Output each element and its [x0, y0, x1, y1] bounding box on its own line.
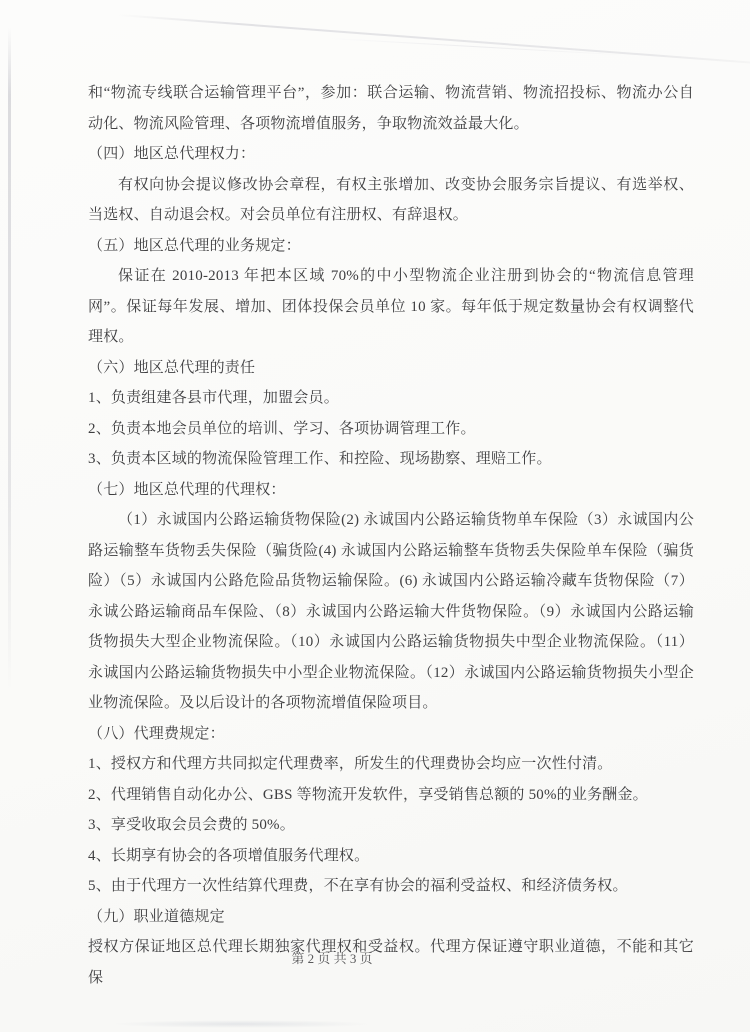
section-5-heading: （五）地区总代理的业务规定： — [88, 237, 301, 254]
section-6-item-2: 2、负责本地会员单位的培训、学习、各项协调管理工作。 — [88, 420, 476, 437]
section-6-heading: （六）地区总代理的责任 — [88, 359, 256, 376]
section-8-item-1: 1、授权方和代理方共同拟定代理费率，所发生的代理费协会均应一次性付清。 — [88, 756, 613, 772]
section-7-heading: （七）地区总代理的代理权： — [88, 481, 286, 498]
section-7-body: （1）永诚国内公路运输货物保险(2) 永诚国内公路运输货物单车保险（3）永诚国内公路运输整车货物丢失保险（骗货险(4) 永诚国内公路运输整车货物丢失保险单车保险（骗货险）（5）永诚国内公路危险品货物运输保险。(6) 永诚国内公路运输冷藏车货物保险（7）永诚公路运输商品车保险、（8）永诚国内公路运输大件货物保险。（9）永诚国内公路运输货物损失大型企业物流保险。（10）永诚国内公路运输货物损失中型企业物流保险。（11）永诚国内公路运输货物损失中小型企业物流保险。（12）永诚国内公路运输货物损失小型企业物流保险。及以后设计的各项物流增值保险项目。 — [88, 512, 694, 711]
section-8-item-3: 3、享受收取会员会费的 50%。 — [88, 817, 295, 833]
section-9-body: 授权方保证地区总代理长期独家代理权和受益权。代理方保证遵守职业道德，不能和其它保 — [88, 939, 694, 986]
section-4-body: 有权向协会提议修改协会章程，有权主张增加、改变协会服务宗旨提议、有选举权、当选权、自动退会权。对会员单位有注册权、有辞退权。 — [88, 176, 694, 223]
continued-paragraph: 和“物流专线联合运输管理平台”，参加：联合运输、物流营销、物流招投标、物流办公自动化、物流风险管理、各项物流增值服务，争取物流效益最大化。 — [88, 85, 694, 132]
section-8-item-2: 2、代理销售自动化办公、GBS 等物流开发软件，享受销售总额的 50%的业务酬金。 — [88, 786, 648, 803]
section-8-item-4: 4、长期享有协会的各项增值服务代理权。 — [88, 847, 370, 864]
section-6-item-3: 3、负责本区域的物流保险管理工作、和控险、现场勘察、理赔工作。 — [88, 451, 552, 467]
section-8-heading: （八）代理费规定： — [88, 725, 225, 742]
scan-smudge-bottom — [110, 1020, 370, 1028]
section-4-heading: （四）地区总代理权力： — [88, 146, 256, 162]
scan-crease-left-edge — [8, 28, 11, 693]
section-8-item-5: 5、由于代理方一次性结算代理费，不在享有协会的福利受益权、和经济债务权。 — [88, 878, 628, 894]
document-body — [88, 78, 694, 993]
scan-crease-top — [118, 14, 750, 67]
section-9-heading: （九）职业道德规定 — [88, 908, 225, 925]
section-6-item-1: 1、负责组建各县市代理，加盟会员。 — [88, 390, 339, 406]
page-number-footer: 第 2 页 共 3 页 — [291, 951, 373, 966]
section-5-body: 保证在 2010-2013 年把本区域 70%的中小型物流企业注册到协会的“物流信息管理网”。保证每年发展、增加、团体投保会员单位 10 家。每年低于规定数量协会有权调整代理权。 — [88, 268, 694, 345]
